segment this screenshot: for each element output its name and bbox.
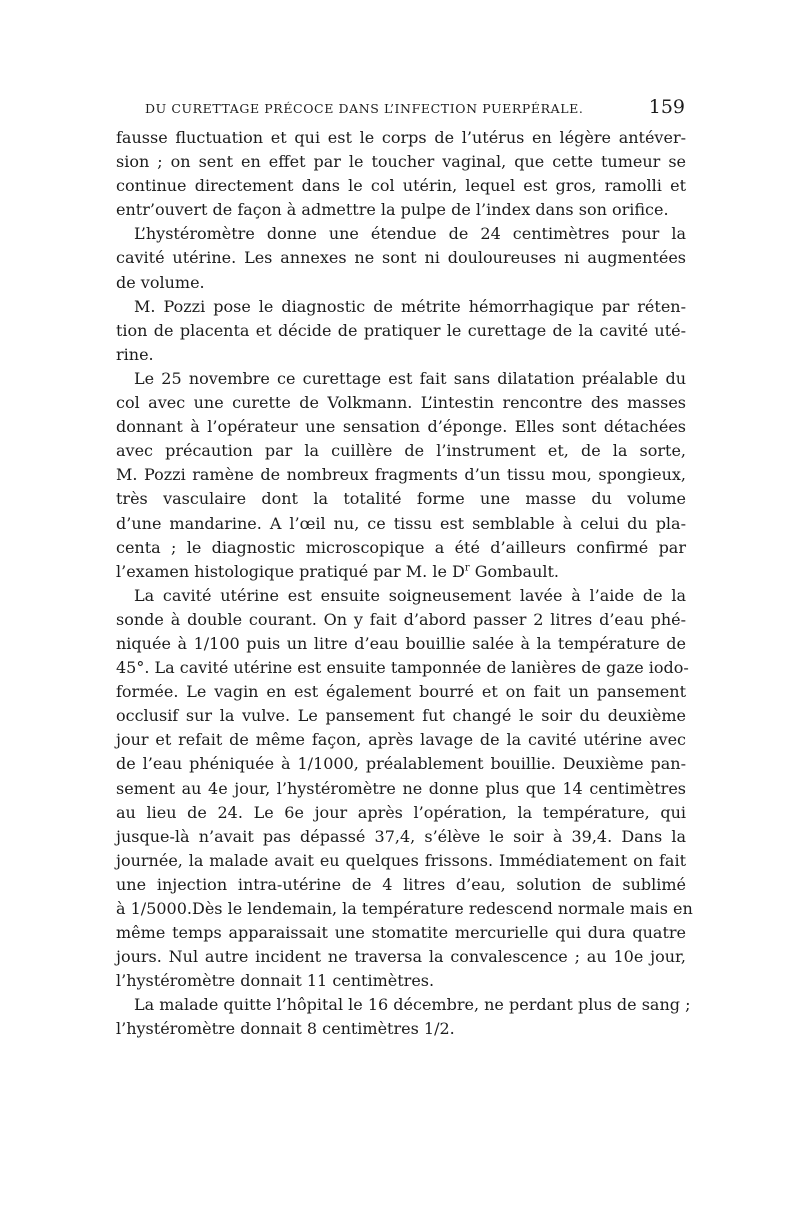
text-line: cavité utérine. Les annexes ne sont ni douloureuses ni augmentées: [116, 248, 686, 268]
line-fragment: Gombault.: [469, 561, 559, 581]
text-line: La malade quitte l’hôpital le 16 décembre, ne perdant plus de sang ;: [134, 995, 691, 1015]
text-line: journée, la malade avait eu quelques frissons. Immédiatement on fait: [116, 850, 686, 870]
text-line: occlusif sur la vulve. Le pansement fut changé le soir du deuxième: [116, 706, 686, 726]
superscript: r: [464, 562, 470, 574]
text-line: d’une mandarine. A l’œil nu, ce tissu est semblable à celui du pla-: [116, 513, 686, 533]
text-line: La cavité utérine est ensuite soigneusement lavée à l’aide de la: [134, 585, 686, 605]
text-line: une injection intra-utérine de 4 litres d’eau, solution de sublimé: [116, 874, 686, 894]
text-line: avec précaution par la cuillère de l’instrument et, de la sorte,: [116, 441, 686, 461]
text-line: centa ; le diagnostic microscopique a été d’ailleurs confirmé par: [116, 537, 686, 557]
text-line: L’hystéromètre donne une étendue de 24 centimètres pour la: [134, 224, 686, 244]
page-header: [145, 96, 685, 118]
text-line: jours. Nul autre incident ne traversa la convalescence ; au 10e jour,: [116, 947, 686, 967]
body-text: [116, 126, 693, 1042]
text-line: entr’ouvert de façon à admettre la pulpe de l’index dans son orifice.: [116, 200, 669, 220]
text-line: tion de placenta et décide de pratiquer le curettage de la cavité uté-: [116, 320, 686, 340]
text-line: fausse fluctuation et qui est le corps de l’utérus en légère antéver-: [116, 128, 686, 147]
text-line: [116, 560, 686, 584]
text-line: très vasculaire dont la totalité forme une masse du volume: [116, 489, 686, 509]
text-line: M. Pozzi ramène de nombreux fragments d’un tissu mou, spongieux,: [116, 465, 686, 485]
text-line: M. Pozzi pose le diagnostic de métrite hémorrhagique par réten-: [134, 296, 686, 316]
text-line: jusque-là n’avait pas dépassé 37,4, s’élève le soir à 39,4. Dans la: [116, 826, 686, 846]
text-line: de l’eau phéniquée à 1/1000, préalablement bouillie. Deuxième pan-: [116, 754, 686, 774]
text-line: jour et refait de même façon, après lavage de la cavité utérine avec: [116, 730, 686, 750]
text-line: sement au 4e jour, l’hystéromètre ne donne plus que 14 centimètres: [116, 778, 686, 798]
text-line: niquée à 1/100 puis un litre d’eau bouillie salée à la température de: [116, 633, 686, 653]
page-number: 159: [648, 96, 685, 118]
text-line: 45°. La cavité utérine est ensuite tamponnée de lanières de gaze iodo-: [116, 658, 689, 678]
text-line: sonde à double courant. On y fait d’abord passer 2 litres d’eau phé-: [116, 609, 686, 629]
text-line: formée. Le vagin en est également bourré et on fait un pansement: [116, 682, 686, 702]
text-line: col avec une curette de Volkmann. L’intestin rencontre des masses: [116, 393, 686, 413]
text-line: l’hystéromètre donnait 11 centimètres.: [116, 971, 435, 991]
line-fragment: l’examen histologique pratiqué par M. le D: [116, 561, 465, 581]
text-line: au lieu de 24. Le 6e jour après l’opération, la température, qui: [116, 802, 686, 822]
text-line: donnant à l’opérateur une sensation d’éponge. Elles sont détachées: [116, 417, 686, 437]
text-line: de volume.: [116, 272, 205, 292]
running-title: DU CURETTAGE PRÉCOCE DANS L’INFECTION PUERPÉRALE.: [145, 101, 584, 116]
text-line: continue directement dans le col utérin, lequel est gros, ramolli et: [116, 176, 686, 196]
text-line: l’hystéromètre donnait 8 centimètres 1/2.: [116, 1019, 455, 1039]
text-line: sion ; on sent en effet par le toucher vaginal, que cette tumeur se: [116, 152, 686, 172]
text-line: rine.: [116, 344, 154, 364]
text-line: même temps apparaissait une stomatite mercurielle qui dura quatre: [116, 923, 686, 943]
text-line: à 1/5000.Dès le lendemain, la température redescend normale mais en: [116, 899, 693, 918]
text-line: Le 25 novembre ce curettage est fait sans dilatation préalable du: [134, 368, 686, 388]
